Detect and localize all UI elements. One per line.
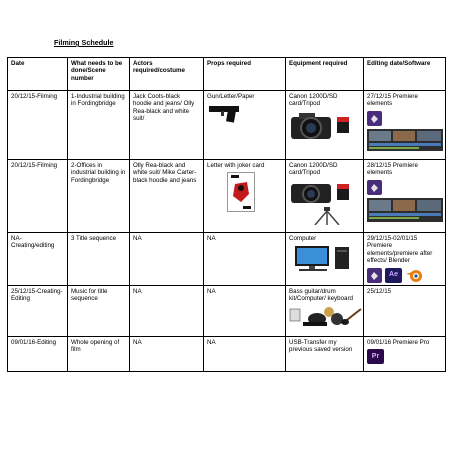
cell-actors: Olly Rea-black and white suit/ Mike Carter-black hoodie and jeans <box>130 160 204 233</box>
cell-props: NA <box>204 336 286 371</box>
cell-date: 20/12/15-Filming <box>8 91 68 160</box>
props-text: Letter with joker card <box>207 162 265 169</box>
table-row <box>8 91 446 160</box>
cell-date: 25/12/15-Creating-Editing <box>8 285 68 336</box>
cell-equipment <box>286 285 364 336</box>
camera-image <box>289 180 359 204</box>
header-editing: Editing date/Software <box>364 58 446 91</box>
equipment-text: Canon 1200D/SD card/Tripod <box>289 93 338 108</box>
cell-what: Music for title sequence <box>68 285 130 336</box>
header-equipment: Equipment required <box>286 58 364 91</box>
editing-text: 28/12/15 Premiere elements <box>367 162 418 177</box>
cell-actors: NA <box>130 285 204 336</box>
cell-date: NA-Creating/editing <box>8 233 68 286</box>
filming-schedule-table <box>7 57 446 372</box>
document-title: Filming Schedule <box>54 38 114 47</box>
cell-editing <box>364 160 446 233</box>
cell-actors: NA <box>130 233 204 286</box>
equipment-text: Canon 1200D/SD card/Tripod <box>289 162 338 177</box>
editing-text: 29/12/15-02/01/15 Premiere elements/premiere after effects/ Blender <box>367 235 433 265</box>
software-screenshot <box>367 129 443 151</box>
props-text: Gun/Letter/Paper <box>207 93 255 100</box>
cell-props <box>204 160 286 233</box>
equipment-text: Computer <box>289 235 317 242</box>
cell-props <box>204 91 286 160</box>
table-row <box>8 336 446 371</box>
joker-card-image <box>227 172 255 212</box>
cell-props: NA <box>204 285 286 336</box>
cell-equipment: USB-Transfer my previous saved version <box>286 336 364 371</box>
instruments-image <box>289 305 363 327</box>
cell-props: NA <box>204 233 286 286</box>
cell-date: 20/12/15-Filming <box>8 160 68 233</box>
cell-what: 3 Title sequence <box>68 233 130 286</box>
table-row <box>8 285 446 336</box>
editing-text: 27/12/15 Premiere elements <box>367 93 418 108</box>
camera-image <box>289 111 359 141</box>
editing-text: 09/01/16 Premiere Pro <box>367 338 430 346</box>
cell-actors: NA <box>130 336 204 371</box>
table-row <box>8 160 446 233</box>
premiere-elements-icon <box>367 180 382 195</box>
premiere-pro-icon: Pr <box>367 349 384 364</box>
computer-image <box>291 245 357 271</box>
after-effects-icon: Ae <box>385 268 402 283</box>
cell-what: Whole opening of film <box>68 336 130 371</box>
cell-editing: 25/12/15 <box>364 285 446 336</box>
software-screenshot <box>367 198 443 222</box>
tripod-image <box>307 207 347 225</box>
header-what: What needs to be done/Scene number <box>68 58 130 91</box>
premiere-elements-icon <box>367 268 382 283</box>
equipment-text: Bass guitar/drum kit/Computer/ keyboard <box>289 287 353 303</box>
cell-editing <box>364 233 446 286</box>
cell-editing <box>364 336 446 371</box>
cell-actors: Jack Coots-black hoodie and jeans/ Olly Rea-black and white suit/ <box>130 91 204 160</box>
cell-equipment <box>286 91 364 160</box>
cell-equipment <box>286 233 364 286</box>
cell-date: 09/01/16-Editing <box>8 336 68 371</box>
cell-what: 1-Industrial building in Fordingbridge <box>68 91 130 160</box>
header-row <box>8 58 446 91</box>
blender-icon <box>405 268 423 283</box>
header-props: Props required <box>204 58 286 91</box>
header-date: Date <box>8 58 68 91</box>
premiere-elements-icon <box>367 111 382 126</box>
table-row <box>8 233 446 286</box>
cell-what: 2-Offices in industrial building in Fordingbridge <box>68 160 130 233</box>
cell-editing <box>364 91 446 160</box>
header-actors: Actors required/costume <box>130 58 204 91</box>
cell-equipment <box>286 160 364 233</box>
gun-image <box>207 103 241 123</box>
